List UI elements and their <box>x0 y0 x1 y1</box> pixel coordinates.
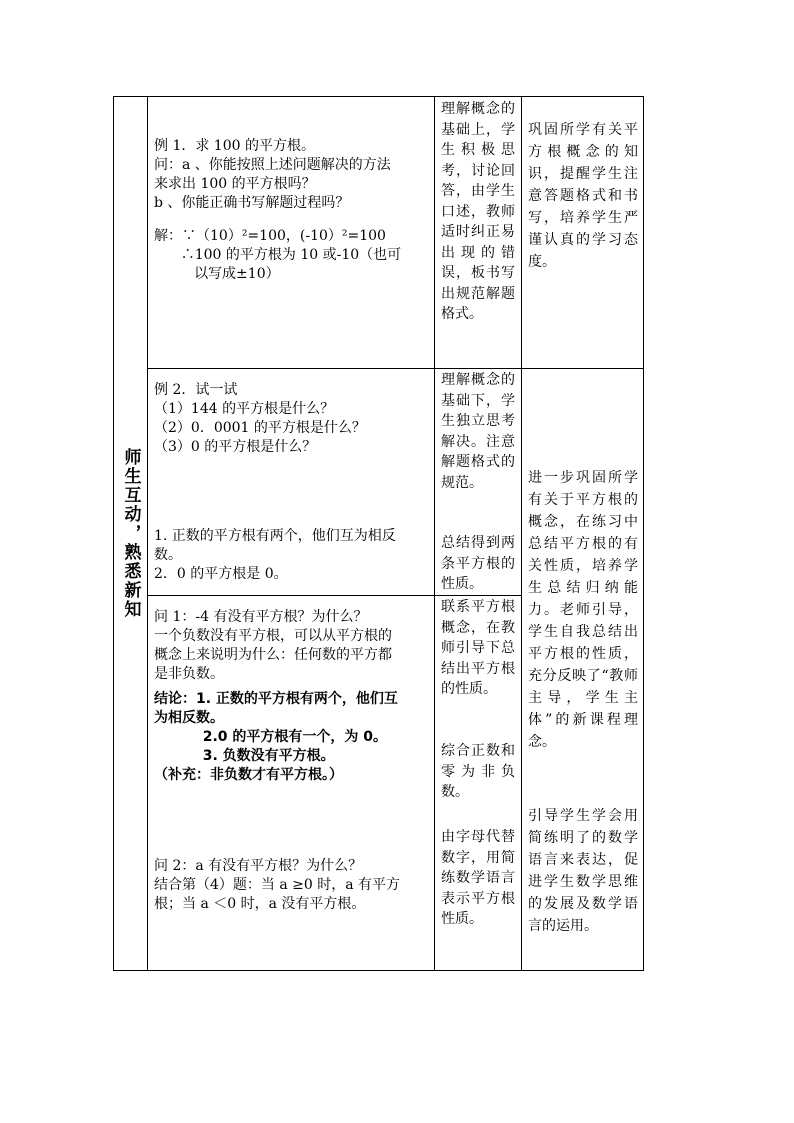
student-activity-1: 理解概念的基础上，学生积极思考，讨论回答，由学生口述，教师适时纠正易出现的错误，板书写出规范解题格式。 <box>441 101 515 322</box>
example-1-line: 来求出 100 的平方根吗？ <box>154 176 316 192</box>
side-header: 师生互动，熟悉新知 <box>120 448 141 619</box>
example-1-line <box>154 213 430 227</box>
question-1-line: 概念上来说明为什么：任何数的平方都 <box>154 647 392 663</box>
grid-line <box>521 97 522 970</box>
lesson-table <box>113 96 644 971</box>
example-1-line: 解：∵（10）²=100，(-10）²=100 <box>154 228 386 244</box>
question-2-line: 结合第（4）题：当 a ≥0 时，a 有平方 <box>154 877 401 893</box>
question-1-line: 一个负数没有平方根，可以从平方根的 <box>154 628 392 644</box>
example-2-line: （3）0 的平方根是什么？ <box>154 439 317 455</box>
example-2-line: 例 2．试一试 <box>154 382 238 398</box>
example-1-line: 以写成±10） <box>154 266 280 282</box>
example-2-cell <box>154 381 430 457</box>
summary-line: 1. 正数的平方根有两个，他们互为相反 <box>154 528 396 544</box>
example-2-summary <box>154 527 430 584</box>
example-1-line: 例 1．求 100 的平方根。 <box>154 138 315 154</box>
example-1-cell <box>154 137 430 284</box>
student-activity-3a: 联系平方根概念，在教师引导下总结出平方根的性质。 <box>441 599 515 697</box>
example-1-line: 问：a 、你能按照上述问题解决的方法 <box>154 157 391 173</box>
example-2-line: （2）0．0001 的平方根是什么？ <box>154 420 366 436</box>
grid-line <box>147 595 521 596</box>
conclusion-line: 2.0 的平方根有一个，为 0。 <box>154 729 388 745</box>
question-2-line: 问 2：a 有没有平方根？为什么？ <box>154 858 363 874</box>
design-intent-2: 进一步巩固所学有关于平方根的概念，在练习中总结平方根的有关性质，培养学生总结归纳能力。老师引导，学生自我总结出平方根的性质，充分反映了“教师主导，学生主体”的新课程理念。 <box>528 470 638 750</box>
student-activity-2: 理解概念的基础下，学生独立思考解决。注意解题格式的规范。 <box>441 372 515 491</box>
question-2-line: 根；当 a ＜0 时，a 没有平方根。 <box>154 896 366 912</box>
question-1-cell <box>154 608 434 785</box>
grid-line <box>147 368 521 369</box>
student-activity-3c: 由字母代替数字，用简练数学语言表示平方根性质。 <box>441 829 515 927</box>
question-1-line: 问 1：-4 有没有平方根？为什么？ <box>154 609 368 625</box>
design-intent-3: 引导学生学会用简练明了的数学语言来表达，促进学生数学思维的发展及数学语言的运用。 <box>528 808 638 934</box>
example-1-line: b 、你能正确书写解题过程吗？ <box>154 195 350 211</box>
grid-line <box>434 97 435 970</box>
question-2-cell <box>154 857 434 914</box>
student-activity-2b: 总结得到两条平方根的性质。 <box>441 535 515 592</box>
conclusion-line: 结论：1. 正数的平方根有两个，他们互 <box>154 691 398 707</box>
summary-line: 2．0 的平方根是 0。 <box>154 566 288 582</box>
student-activity-3b: 综合正数和零为非负数。 <box>441 743 515 800</box>
side-header-cell <box>114 97 148 970</box>
summary-line: 数。 <box>154 547 182 563</box>
conclusion-line: （补充：非负数才有平方根。） <box>154 767 343 783</box>
grid-line <box>521 368 643 369</box>
example-2-line: （1）144 的平方根是什么？ <box>154 401 335 417</box>
design-intent-1: 巩固所学有关平方根概念的知识，提醒学生注意答题格式和书写，培养学生严谨认真的学习态度。 <box>528 122 638 270</box>
conclusion-line: 3. 负数没有平方根。 <box>154 748 335 764</box>
conclusion-line: 为相反数。 <box>154 710 224 726</box>
question-1-line: 是非负数。 <box>154 666 224 682</box>
example-1-line: ∴100 的平方根为 10 或-10（也可 <box>154 247 402 263</box>
